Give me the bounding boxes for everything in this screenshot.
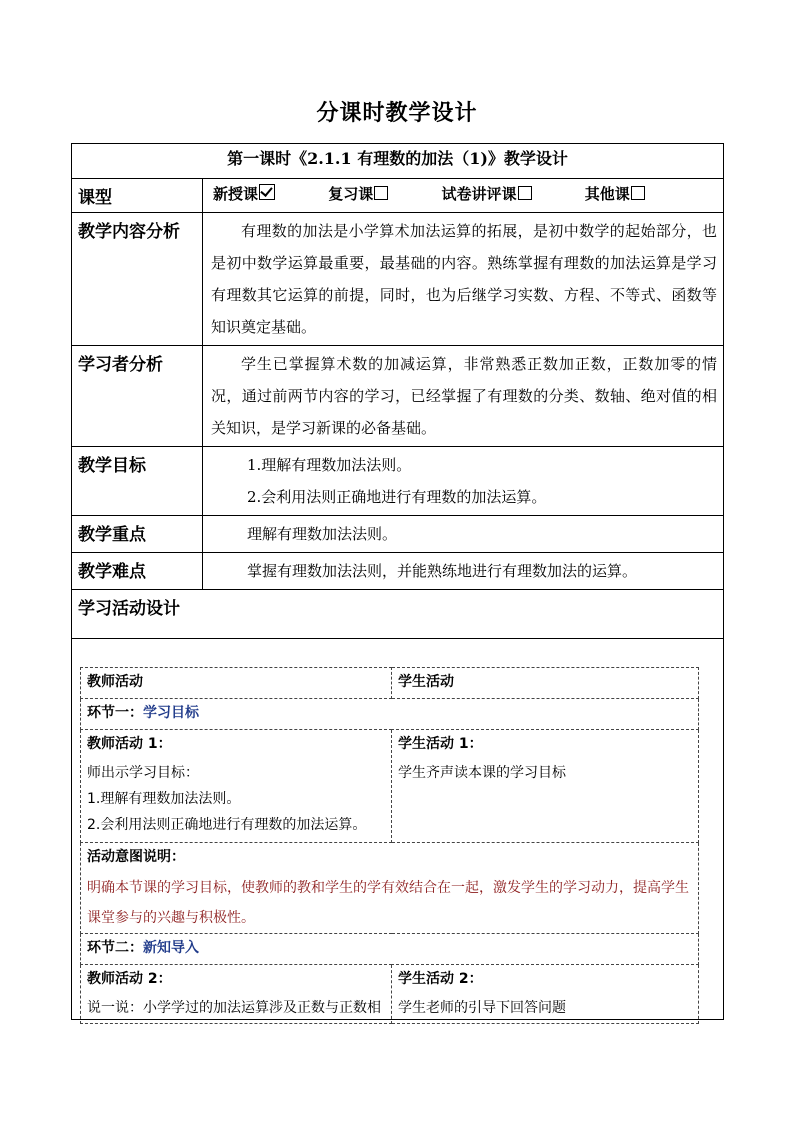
- key-point-label: 教学重点: [72, 516, 203, 553]
- type-option-exam[interactable]: 试卷讲评课: [442, 183, 532, 204]
- lesson-title: 第一课时《2.1.1 有理数的加法（1)》教学设计: [72, 144, 724, 179]
- content-analysis-text: 有理数的加法是小学算术加法运算的拓展，是初中数学的起始部分，也是初中数学运算最重要，最基础的内容。熟练掌握有理数的加法运算是学习有理数其它运算的前提，同时，也为后继学习实数、方程、不等式、函数等知识奠定基础。: [211, 222, 718, 336]
- activity-intent: 活动意图说明： 明确本节课的学习目标，使教师的教和学生的学有效结合在一起，激发学生的学习动力，提高学生课堂参与的兴趣与积极性。: [81, 843, 699, 934]
- goal-item: 2.会利用法则正确地进行有理数的加法运算。: [247, 488, 547, 506]
- student-activity-header: 学生活动: [392, 668, 699, 699]
- student-activity-2: 学生活动 2： 学生老师的引导下回答问题: [392, 965, 699, 1024]
- type-option-new[interactable]: 新授课: [213, 183, 275, 204]
- goal-item: 1.理解有理数加法法则。: [247, 456, 412, 474]
- checkbox-icon[interactable]: [631, 186, 645, 200]
- page-title: 分课时教学设计: [316, 100, 478, 126]
- content-analysis-label: 教学内容分析: [72, 213, 203, 346]
- lesson-plan-table: [71, 143, 724, 1020]
- learner-analysis-text: 学生已掌握算术数的加减运算，非常熟悉正数加正数，正数加零的情况，通过前两节内容的学习，已经掌握了有理数的分类、数轴、绝对值的相关知识，是学习新课的必备基础。: [211, 355, 718, 437]
- checkbox-icon[interactable]: [518, 186, 532, 200]
- learner-analysis-label: 学习者分析: [72, 346, 203, 447]
- difficulty-label: 教学难点: [72, 553, 203, 590]
- key-point-text: 理解有理数加法法则。: [247, 525, 398, 543]
- activity-design-area: [72, 639, 724, 1020]
- activity-table: [80, 667, 699, 1024]
- teacher-activity-2: 教师活动 2： 说一说：小学学过的加法运算涉及正数与正数相: [81, 965, 392, 1024]
- type-label: 课型: [72, 179, 203, 213]
- section-two: 环节二：新知导入: [81, 934, 699, 965]
- type-option-other[interactable]: 其他课: [585, 183, 645, 204]
- checked-checkbox-icon[interactable]: [259, 184, 275, 200]
- teacher-activity-1: 教师活动 1： 师出示学习目标： 1.理解有理数加法法则。 2.会利用法则正确地进行有理数的加法运算。: [81, 730, 392, 843]
- checkbox-icon[interactable]: [374, 186, 388, 200]
- course-type-options: [203, 179, 724, 213]
- teacher-activity-header: 教师活动: [81, 668, 392, 699]
- student-activity-1: 学生活动 1： 学生齐声读本课的学习目标: [392, 730, 699, 843]
- difficulty-text: 掌握有理数加法法则，并能熟练地进行有理数加法的运算。: [247, 562, 638, 580]
- section-one: 环节一：学习目标: [81, 699, 699, 730]
- type-option-review[interactable]: 复习课: [328, 183, 388, 204]
- goals-label: 教学目标: [72, 447, 203, 516]
- activity-design-label: 学习活动设计: [72, 590, 724, 639]
